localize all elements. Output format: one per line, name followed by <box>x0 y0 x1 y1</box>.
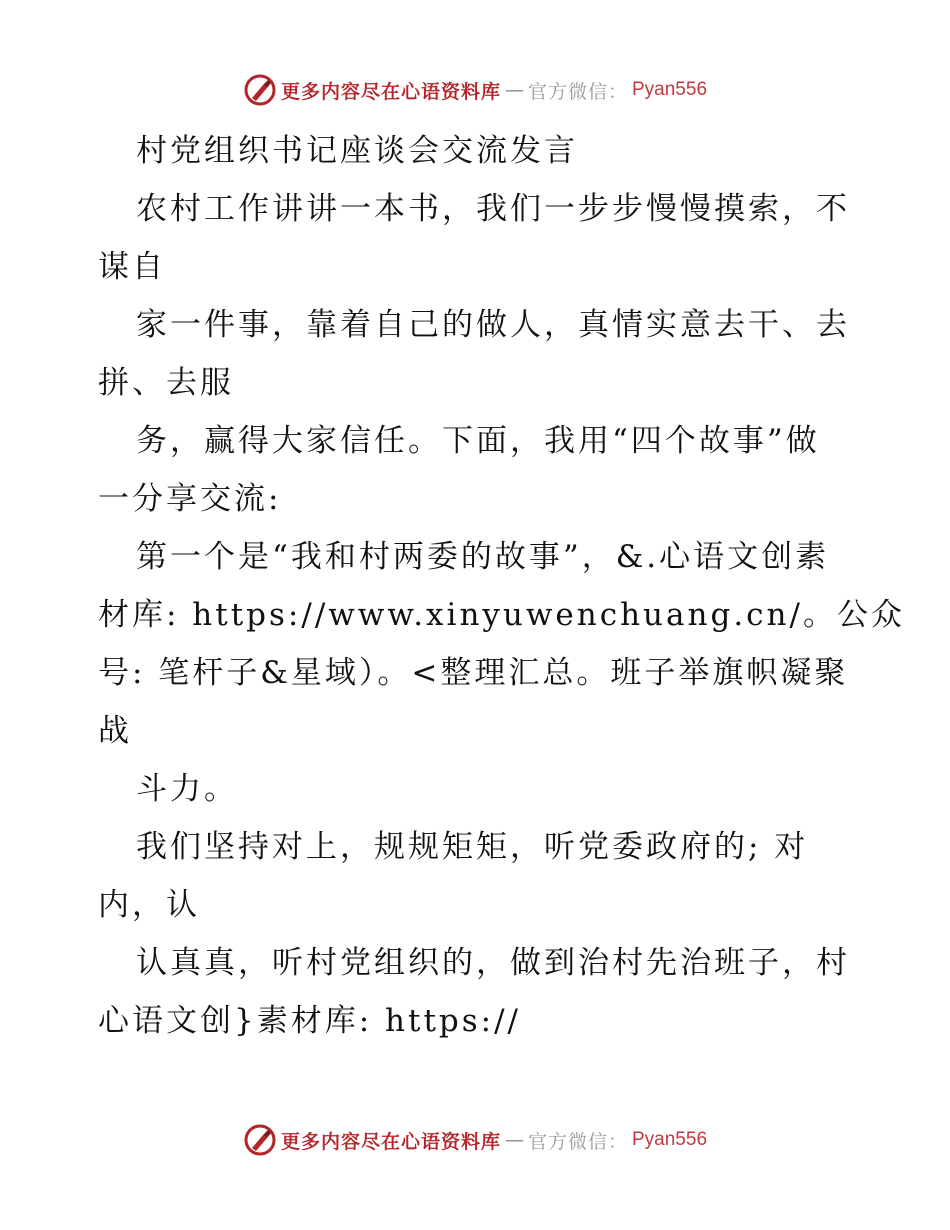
document-body <box>98 122 905 1050</box>
body-line: 我们坚持对上，规规矩矩，听党委政府的; 对 <box>136 829 809 865</box>
header-separator: — <box>504 79 524 101</box>
doc-title: 村党组织书记座谈会交流发言 <box>136 133 578 169</box>
page-footer <box>0 1120 950 1160</box>
footer-wechat-id: Pyan556 <box>632 1129 708 1150</box>
header-slogan: 更多内容尽在心语资料库 <box>280 80 501 103</box>
header-wechat-label: 官方微信： <box>527 80 628 103</box>
body-line: 内，认 <box>98 887 200 923</box>
body-line: 号: 笔杆子&星域）。<整理汇总。班子举旗帜凝聚 <box>98 655 849 691</box>
body-line: 农村工作讲讲一本书，我们一步步慢慢摸索，不 <box>136 191 850 227</box>
body-line: 拼、去服 <box>98 365 234 401</box>
pen-logo-icon <box>243 1123 277 1157</box>
body-line: 心语文创}素材库: https:// <box>98 1003 521 1039</box>
page-header <box>0 70 950 110</box>
header-wechat-id: Pyan556 <box>632 79 708 100</box>
body-line: 务，赢得大家信任。下面，我用“四个故事”做 <box>136 423 820 459</box>
body-line: 家一件事，靠着自己的做人，真情实意去干、去 <box>136 307 850 343</box>
header-banner <box>243 73 707 107</box>
body-line: 材库: https://www.xinyuwenchuang.cn/。公众 <box>98 597 905 633</box>
footer-slogan: 更多内容尽在心语资料库 <box>280 1130 501 1153</box>
footer-banner <box>243 1123 707 1157</box>
pen-logo-icon <box>243 73 277 107</box>
body-line: 一分享交流: <box>98 481 282 517</box>
body-line: 认真真，听村党组织的，做到治村先治班子，村 <box>136 945 850 981</box>
body-line: 第一个是“我和村两委的故事”，&.心语文创素 <box>136 539 830 575</box>
footer-separator: — <box>504 1129 524 1151</box>
body-line: 谋自 <box>98 249 166 285</box>
body-line: 斗力。 <box>136 771 238 807</box>
footer-wechat-label: 官方微信： <box>527 1130 628 1153</box>
body-line: 战 <box>98 713 132 749</box>
